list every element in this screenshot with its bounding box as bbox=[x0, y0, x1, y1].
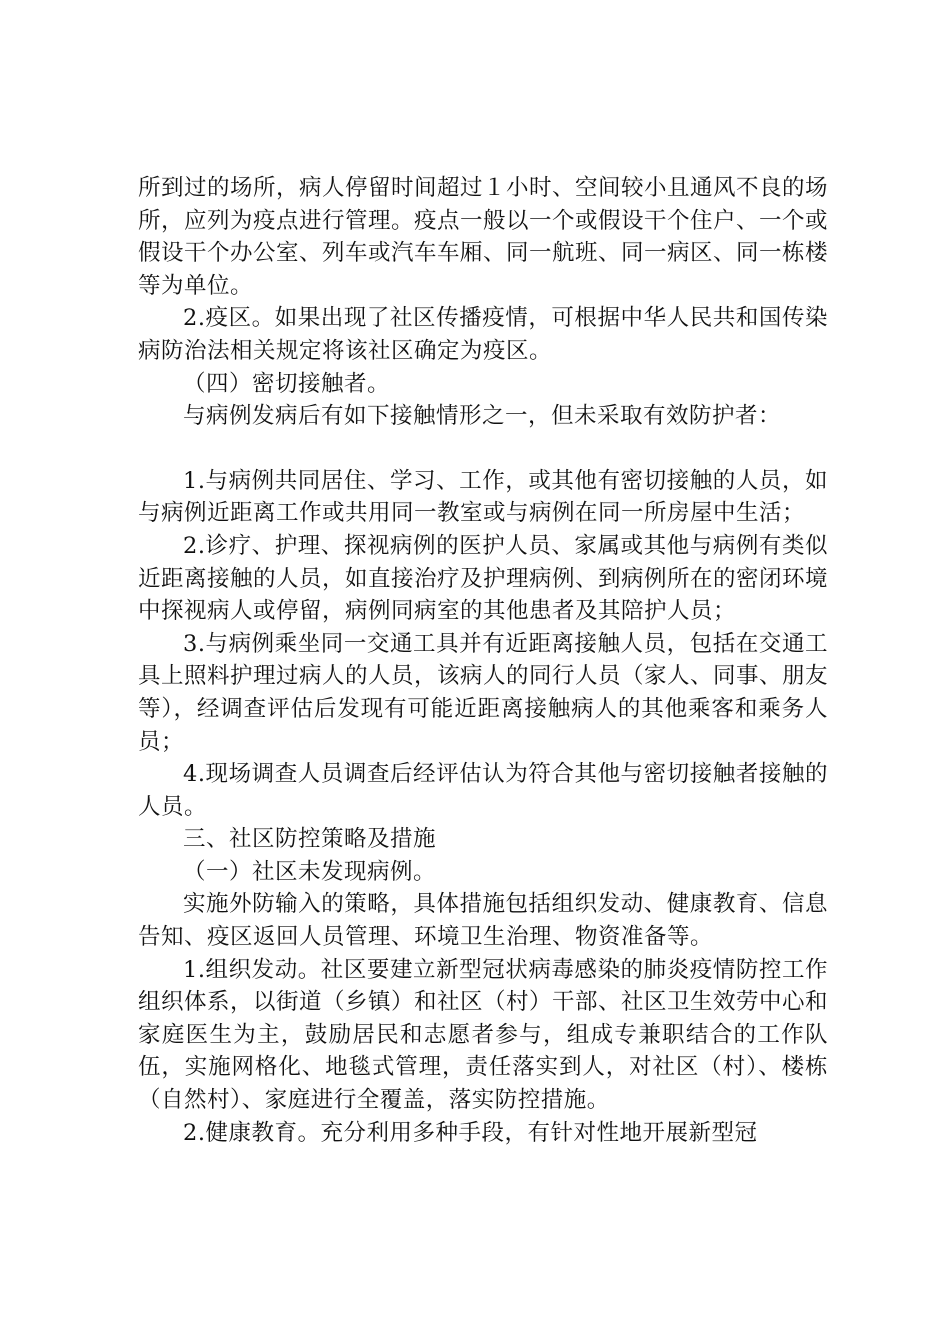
paragraph-10: 1.组织发动。社区要建立新型冠状病毒感染的肺炎疫情防控工作组织体系，以街道（乡镇）和社区（村）干部、社区卫生效劳中心和家庭医生为主，鼓励居民和志愿者参与，组成专兼职结合的工作队伍，实施网格化、地毯式管理，责任落实到人，对社区（村）、楼栋（自然村）、家庭进行全覆盖，落实防控措施。 bbox=[138, 956, 829, 1114]
blank-line bbox=[138, 433, 828, 465]
paragraph-11: 2.健康教育。充分利用多种手段，有针对性地开展新型冠 bbox=[183, 1119, 758, 1146]
section-heading-3: 三、社区防控策略及措施 bbox=[183, 826, 437, 853]
paragraph-9: 实施外防输入的策略，具体措施包括组织发动、健康教育、信息告知、疫区返回人员管理、环境卫生治理、物资准备等。 bbox=[138, 891, 828, 951]
subsection-heading-1: （一）社区未发现病例。 bbox=[183, 858, 437, 885]
paragraph-2: 2.疫区。如果出现了社区传播疫情，可根据中华人民共和国传染病防治法相关规定将该社区确定为疫区。 bbox=[138, 305, 828, 364]
paragraph-8: 4.现场调查人员调查后经评估认为符合其他与密切接触者接触的人员。 bbox=[138, 761, 828, 820]
paragraph-5: 1.与病例共同居住、学习、工作，或其他有密切接触的人员，如与病例近距离工作或共用同一教室或与病例在同一所房屋中生活； bbox=[138, 467, 828, 527]
paragraph-7: 3.与病例乘坐同一交通工具并有近距离接触人员，包括在交通工具上照料护理过病人的人员，该病人的同行人员（家人、同事、朋友等），经调查评估后发现有可能近距离接触病人的其他乘客和乘务人员； bbox=[138, 630, 829, 755]
paragraph-6: 2.诊疗、护理、探视病例的医护人员、家属或其他与病例有类似近距离接触的人员，如直接治疗及护理病例、到病例所在的密闭环境中探视病人或停留，病例同病室的其他患者及其陪护人员； bbox=[138, 532, 829, 625]
paragraph-3: （四）密切接触者。 bbox=[183, 370, 391, 397]
paragraph-4: 与病例发病后有如下接触情形之一，但未采取有效防护者： bbox=[183, 403, 782, 430]
paragraph-1: 所到过的场所，病人停留时间超过１小时、空间较小且通风不良的场所，应列为疫点进行管理。疫点一般以一个或假设干个住户、一个或假设干个办公室、列车或汽车车厢、同一航班、同一病区、同一栋楼等为单位。 bbox=[138, 175, 829, 299]
document-body bbox=[138, 172, 828, 1149]
